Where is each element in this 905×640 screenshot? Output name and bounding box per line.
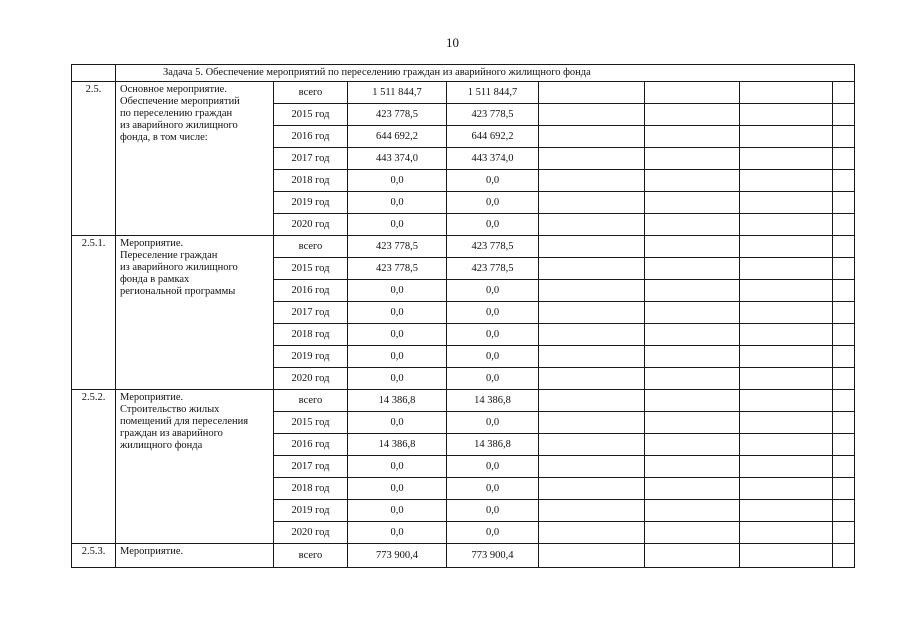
- empty-cell: [833, 126, 855, 148]
- empty-cell: [740, 346, 833, 368]
- empty-cell: [740, 192, 833, 214]
- empty-cell: [833, 390, 855, 412]
- value-total-cell: 0,0: [348, 346, 447, 368]
- budget-table: [71, 64, 855, 568]
- value-budget-cell: 0,0: [447, 170, 539, 192]
- value-budget-cell: 1 511 844,7: [447, 82, 539, 104]
- table-row: [72, 544, 855, 568]
- item-name: [116, 390, 274, 544]
- period-cell: 2018 год: [274, 478, 348, 500]
- empty-cell: [740, 104, 833, 126]
- period-cell: 2019 год: [274, 192, 348, 214]
- task-title: Задача 5. Обеспечение мероприятий по переселению граждан из аварийного жилищного фонда: [116, 65, 855, 82]
- empty-cell: [539, 500, 645, 522]
- empty-cell: [740, 500, 833, 522]
- empty-cell: [833, 170, 855, 192]
- table-row: [72, 390, 855, 412]
- task-num-cell: [72, 65, 116, 82]
- value-total-cell: 0,0: [348, 478, 447, 500]
- empty-cell: [539, 148, 645, 170]
- value-total-cell: 0,0: [348, 522, 447, 544]
- empty-cell: [740, 368, 833, 390]
- period-cell: всего: [274, 390, 348, 412]
- item-name-line: Мероприятие.: [120, 546, 184, 557]
- empty-cell: [645, 368, 740, 390]
- empty-cell: [539, 302, 645, 324]
- item-number: 2.5.: [72, 82, 116, 236]
- empty-cell: [539, 170, 645, 192]
- empty-cell: [645, 412, 740, 434]
- empty-cell: [539, 280, 645, 302]
- empty-cell: [740, 258, 833, 280]
- period-cell: 2018 год: [274, 324, 348, 346]
- value-total-cell: 0,0: [348, 368, 447, 390]
- item-name-line: Обеспечение мероприятий: [120, 96, 240, 107]
- value-budget-cell: 0,0: [447, 456, 539, 478]
- empty-cell: [645, 522, 740, 544]
- value-total-cell: 443 374,0: [348, 148, 447, 170]
- empty-cell: [833, 82, 855, 104]
- period-cell: 2015 год: [274, 412, 348, 434]
- table-row: [72, 236, 855, 258]
- empty-cell: [833, 456, 855, 478]
- empty-cell: [539, 390, 645, 412]
- period-cell: 2020 год: [274, 368, 348, 390]
- empty-cell: [539, 346, 645, 368]
- period-cell: 2017 год: [274, 302, 348, 324]
- item-number: 2.5.2.: [72, 390, 116, 544]
- period-cell: 2015 год: [274, 258, 348, 280]
- period-cell: всего: [274, 82, 348, 104]
- item-name: [116, 544, 274, 568]
- value-budget-cell: 0,0: [447, 478, 539, 500]
- value-budget-cell: 0,0: [447, 412, 539, 434]
- value-total-cell: 14 386,8: [348, 390, 447, 412]
- empty-cell: [833, 258, 855, 280]
- empty-cell: [833, 544, 855, 568]
- empty-cell: [645, 434, 740, 456]
- empty-cell: [833, 280, 855, 302]
- empty-cell: [539, 104, 645, 126]
- value-total-cell: 644 692,2: [348, 126, 447, 148]
- empty-cell: [645, 258, 740, 280]
- empty-cell: [539, 192, 645, 214]
- item-name-line: по переселению граждан: [120, 108, 233, 119]
- empty-cell: [645, 346, 740, 368]
- value-budget-cell: 0,0: [447, 368, 539, 390]
- empty-cell: [645, 456, 740, 478]
- period-cell: 2017 год: [274, 148, 348, 170]
- period-cell: 2019 год: [274, 500, 348, 522]
- value-budget-cell: 14 386,8: [447, 390, 539, 412]
- empty-cell: [740, 544, 833, 568]
- empty-cell: [740, 412, 833, 434]
- empty-cell: [645, 500, 740, 522]
- item-number: 2.5.3.: [72, 544, 116, 568]
- empty-cell: [740, 82, 833, 104]
- item-name-line: фонда в рамках: [120, 274, 190, 285]
- item-name-line: помещений для переселения: [120, 416, 249, 427]
- empty-cell: [833, 478, 855, 500]
- empty-cell: [645, 280, 740, 302]
- item-number: 2.5.1.: [72, 236, 116, 390]
- period-cell: 2019 год: [274, 346, 348, 368]
- value-budget-cell: 0,0: [447, 192, 539, 214]
- period-cell: 2016 год: [274, 280, 348, 302]
- item-name-line: фонда, в том числе:: [120, 132, 208, 143]
- empty-cell: [740, 302, 833, 324]
- item-name-line: граждан из аварийного: [120, 428, 223, 439]
- empty-cell: [740, 456, 833, 478]
- empty-cell: [645, 214, 740, 236]
- item-name: [116, 82, 274, 236]
- value-total-cell: 423 778,5: [348, 236, 447, 258]
- period-cell: 2020 год: [274, 522, 348, 544]
- empty-cell: [833, 302, 855, 324]
- value-budget-cell: 0,0: [447, 324, 539, 346]
- period-cell: 2018 год: [274, 170, 348, 192]
- value-total-cell: 0,0: [348, 170, 447, 192]
- period-cell: 2016 год: [274, 434, 348, 456]
- empty-cell: [645, 170, 740, 192]
- empty-cell: [539, 544, 645, 568]
- empty-cell: [740, 148, 833, 170]
- item-name-line: из аварийного жилищного: [120, 262, 238, 273]
- empty-cell: [740, 434, 833, 456]
- item-name: [116, 236, 274, 390]
- empty-cell: [645, 324, 740, 346]
- value-total-cell: 423 778,5: [348, 258, 447, 280]
- empty-cell: [539, 456, 645, 478]
- empty-cell: [645, 390, 740, 412]
- empty-cell: [539, 478, 645, 500]
- empty-cell: [833, 346, 855, 368]
- value-budget-cell: 443 374,0: [447, 148, 539, 170]
- item-name-line: Мероприятие.: [120, 392, 184, 403]
- empty-cell: [539, 82, 645, 104]
- empty-cell: [539, 214, 645, 236]
- empty-cell: [833, 324, 855, 346]
- empty-cell: [740, 390, 833, 412]
- empty-cell: [539, 126, 645, 148]
- empty-cell: [645, 104, 740, 126]
- empty-cell: [645, 544, 740, 568]
- value-total-cell: 0,0: [348, 456, 447, 478]
- empty-cell: [539, 522, 645, 544]
- value-total-cell: 0,0: [348, 214, 447, 236]
- value-total-cell: 773 900,4: [348, 544, 447, 568]
- empty-cell: [833, 236, 855, 258]
- value-budget-cell: 644 692,2: [447, 126, 539, 148]
- empty-cell: [645, 236, 740, 258]
- empty-cell: [539, 258, 645, 280]
- empty-cell: [645, 302, 740, 324]
- period-cell: всего: [274, 544, 348, 568]
- value-budget-cell: 0,0: [447, 522, 539, 544]
- empty-cell: [645, 82, 740, 104]
- empty-cell: [833, 434, 855, 456]
- value-total-cell: 0,0: [348, 302, 447, 324]
- table-row: [72, 82, 855, 104]
- period-cell: 2017 год: [274, 456, 348, 478]
- empty-cell: [740, 236, 833, 258]
- period-cell: 2016 год: [274, 126, 348, 148]
- value-budget-cell: 0,0: [447, 214, 539, 236]
- empty-cell: [740, 214, 833, 236]
- empty-cell: [833, 412, 855, 434]
- value-total-cell: 0,0: [348, 192, 447, 214]
- period-cell: 2020 год: [274, 214, 348, 236]
- value-budget-cell: 0,0: [447, 302, 539, 324]
- empty-cell: [833, 214, 855, 236]
- item-name-line: из аварийного жилищного: [120, 120, 238, 131]
- empty-cell: [833, 368, 855, 390]
- value-budget-cell: 773 900,4: [447, 544, 539, 568]
- empty-cell: [740, 324, 833, 346]
- value-budget-cell: 423 778,5: [447, 258, 539, 280]
- item-name-line: Основное мероприятие.: [120, 84, 227, 95]
- empty-cell: [833, 522, 855, 544]
- value-budget-cell: 0,0: [447, 280, 539, 302]
- empty-cell: [539, 368, 645, 390]
- item-name-line: Строительство жилых: [120, 404, 220, 415]
- empty-cell: [833, 104, 855, 126]
- value-budget-cell: 0,0: [447, 346, 539, 368]
- value-total-cell: 14 386,8: [348, 434, 447, 456]
- empty-cell: [833, 148, 855, 170]
- empty-cell: [833, 192, 855, 214]
- empty-cell: [645, 148, 740, 170]
- value-total-cell: 423 778,5: [348, 104, 447, 126]
- item-name-line: региональной программы: [120, 286, 236, 297]
- empty-cell: [740, 478, 833, 500]
- empty-cell: [740, 280, 833, 302]
- item-name-line: жилищного фонда: [120, 440, 203, 451]
- value-total-cell: 0,0: [348, 280, 447, 302]
- empty-cell: [539, 434, 645, 456]
- empty-cell: [539, 412, 645, 434]
- empty-cell: [833, 500, 855, 522]
- value-total-cell: 0,0: [348, 500, 447, 522]
- value-total-cell: 1 511 844,7: [348, 82, 447, 104]
- period-cell: 2015 год: [274, 104, 348, 126]
- value-budget-cell: 14 386,8: [447, 434, 539, 456]
- page-number: 10: [446, 35, 459, 50]
- value-budget-cell: 423 778,5: [447, 236, 539, 258]
- empty-cell: [740, 522, 833, 544]
- empty-cell: [645, 192, 740, 214]
- item-name-line: Переселение граждан: [120, 250, 218, 261]
- value-budget-cell: 423 778,5: [447, 104, 539, 126]
- empty-cell: [740, 170, 833, 192]
- value-total-cell: 0,0: [348, 412, 447, 434]
- period-cell: всего: [274, 236, 348, 258]
- empty-cell: [740, 126, 833, 148]
- empty-cell: [645, 126, 740, 148]
- empty-cell: [645, 478, 740, 500]
- empty-cell: [539, 324, 645, 346]
- value-budget-cell: 0,0: [447, 500, 539, 522]
- value-total-cell: 0,0: [348, 324, 447, 346]
- task-row: [72, 65, 855, 82]
- item-name-line: Мероприятие.: [120, 238, 184, 249]
- empty-cell: [539, 236, 645, 258]
